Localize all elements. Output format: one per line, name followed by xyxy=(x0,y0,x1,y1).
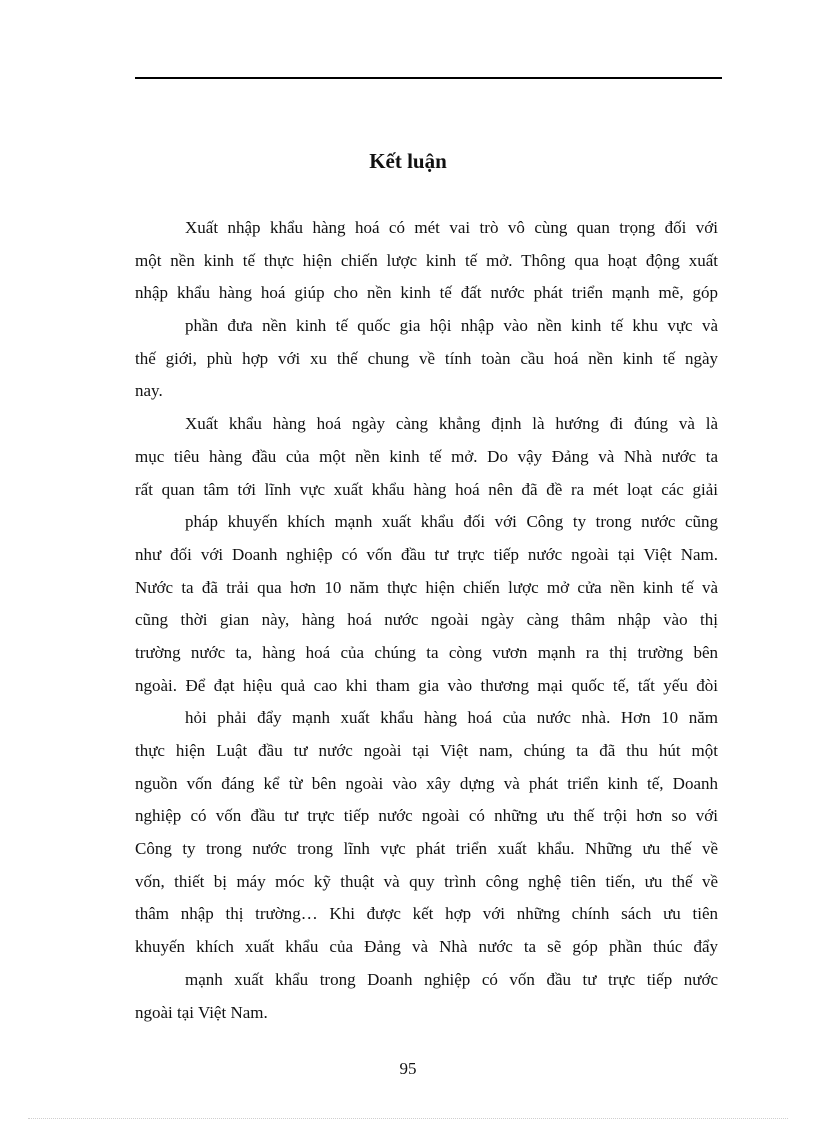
text-line: pháp khuyến khích mạnh xuất khẩu đối với Công ty trong nước cũng xyxy=(185,512,718,532)
text-line: mạnh xuất khẩu trong Doanh nghiệp có vốn đầu tư trực tiếp nước xyxy=(185,969,718,989)
text-line: nay. xyxy=(135,381,163,401)
text-line: trường nước ta, hàng hoá của chúng ta còng vươn mạnh ra thị trường bên xyxy=(135,642,718,662)
text-line: ngoài tại Việt Nam. xyxy=(135,1002,268,1022)
text-line: thế giới, phù hợp với xu thế chung về tính toàn cầu hoá nền kinh tế ngày xyxy=(135,348,718,368)
text-line: hỏi phải đẩy mạnh xuất khẩu hàng hoá của nước nhà. Hơn 10 năm xyxy=(185,708,718,728)
text-line: nhập khẩu hàng hoá giúp cho nền kinh tế đất nước phát triển mạnh mẽ, góp xyxy=(135,283,718,303)
text-line: rất quan tâm tới lĩnh vực xuất khẩu hàng hoá nên đã đề ra mét loạt các giải xyxy=(135,479,718,499)
page-number: 95 xyxy=(399,1059,417,1078)
text-line: nghiệp có vốn đầu tư trực tiếp nước ngoài có những ưu thế trội hơn so với xyxy=(135,806,718,826)
text-line: thâm nhập thị trường… Khi được kết hợp với những chính sách ưu tiên xyxy=(135,904,718,924)
text-line: Xuất nhập khẩu hàng hoá có mét vai trò vô cùng quan trọng đối với xyxy=(185,218,718,237)
text-line: cũng thời gian này, hàng hoá nước ngoài ngày càng thâm nhập vào thị xyxy=(135,610,718,630)
text-line: như đối với Doanh nghiệp có vốn đầu tư trực tiếp nước ngoài tại Việt Nam. xyxy=(135,544,718,564)
text-line: Xuất khẩu hàng hoá ngày càng khẳng định là hướng đi đúng và là xyxy=(185,414,718,434)
text-line: khuyến khích xuất khẩu của Đảng và Nhà nước ta sẽ góp phần thúc đẩy xyxy=(135,937,718,957)
text-line: Nước ta đã trải qua hơn 10 năm thực hiện chiến lược mở cửa nền kinh tế và xyxy=(135,577,718,597)
text-line: phần đưa nền kinh tế quốc gia hội nhập vào nền kinh tế khu vực và xyxy=(185,316,718,336)
header-rule xyxy=(135,77,722,79)
text-line: thực hiện Luật đầu tư nước ngoài tại Việt nam, chúng ta đã thu hút một xyxy=(135,741,718,760)
text-line: nguồn vốn đáng kể từ bên ngoài vào xây dựng và phát triển kinh tế, Doanh xyxy=(135,773,718,793)
conclusion-body xyxy=(135,212,718,1029)
text-line: vốn, thiết bị máy móc kỹ thuật và quy trình công nghệ tiên tiến, ưu thế về xyxy=(135,871,718,891)
text-line: Công ty trong nước trong lĩnh vực phát triển xuất khẩu. Những ưu thế về xyxy=(135,839,718,859)
text-line: một nền kinh tế thực hiện chiến lược kinh tế mở. Thông qua hoạt động xuất xyxy=(135,250,718,270)
footer-rule xyxy=(28,1118,788,1119)
text-line: ngoài. Để đạt hiệu quả cao khi tham gia vào thương mại quốc tế, tất yếu đòi xyxy=(135,675,718,695)
text-line: mục tiêu hàng đầu của một nền kinh tế mở. Do vậy Đảng và Nhà nước ta xyxy=(135,446,718,466)
page-title: Kết luận xyxy=(369,149,447,173)
